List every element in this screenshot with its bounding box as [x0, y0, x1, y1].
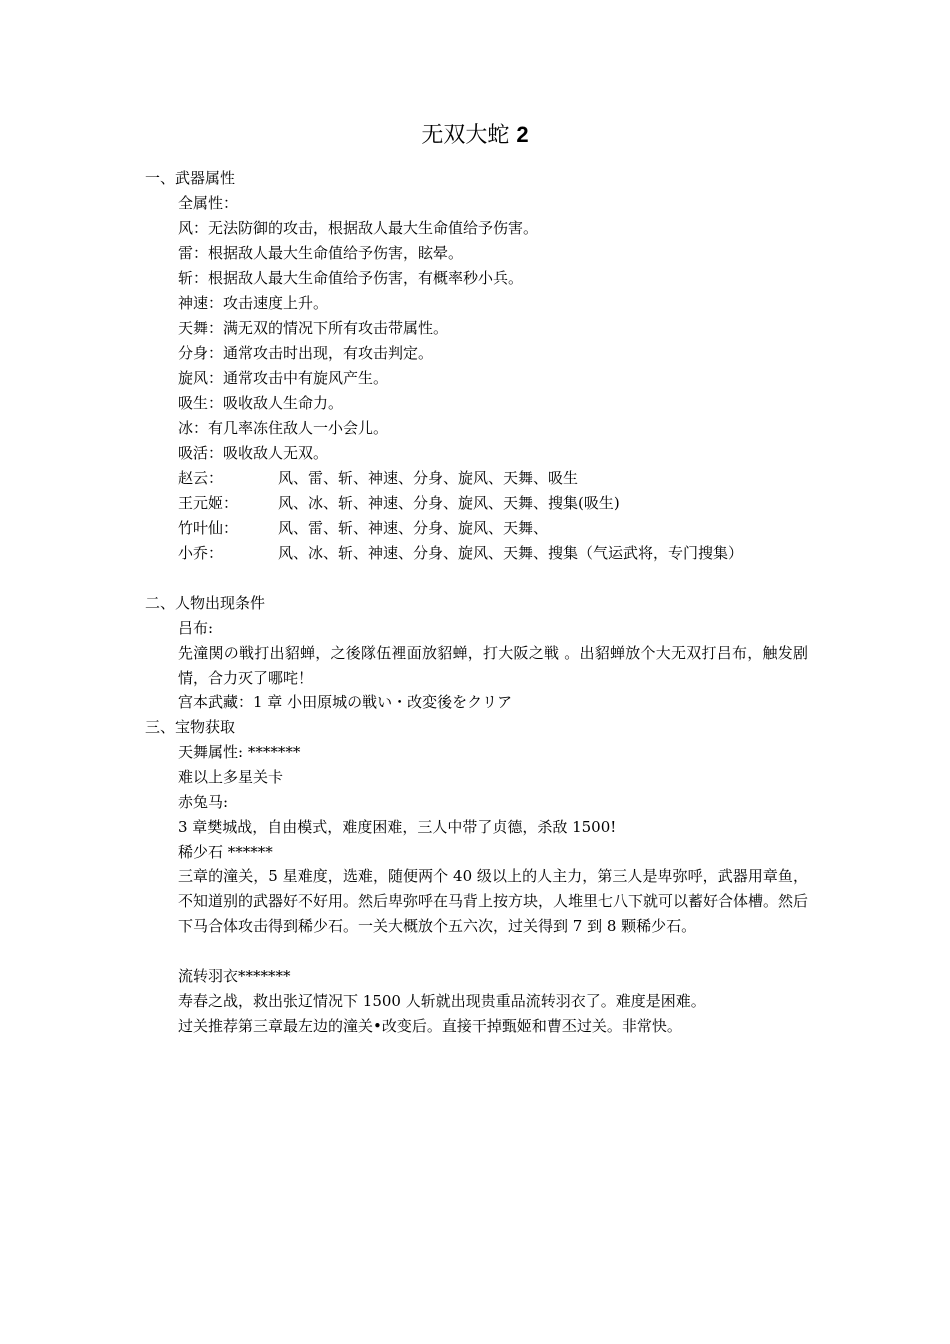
attribute-line: 吸活：吸收敌人无双。: [178, 444, 329, 462]
section-heading-weapon-attributes: 一、武器属性: [145, 169, 236, 187]
character-name: 竹叶仙：: [178, 519, 239, 537]
attribute-line: 天舞：满无双的情况下所有攻击带属性。: [178, 319, 449, 337]
character-attributes: 风、冰、斩、神速、分身、旋风、天舞、搜集(吸生): [278, 494, 620, 512]
lubu-label: 吕布:: [178, 619, 214, 637]
title-number: 2: [516, 122, 529, 147]
attribute-line: 雷：根据敌人最大生命值给予伤害，眩晕。: [178, 244, 464, 262]
attribute-line: 神速：攻击速度上升。: [178, 294, 329, 312]
attribute-line: 旋风：通常攻击中有旋风产生。: [178, 369, 389, 387]
attribute-line: 斩：根据敌人最大生命值给予伤害，有概率秒小兵。: [178, 269, 524, 287]
character-name: 赵云：: [178, 469, 224, 487]
character-row: [178, 466, 578, 491]
character-row: [178, 541, 743, 566]
character-attributes: 风、雷、斩、神速、分身、旋风、天舞、吸生: [278, 469, 579, 487]
tenbu-note: 难以上多星关卡: [178, 768, 284, 786]
ryuten-text: 寿春之战，救出张辽情况下 1500 人斩就出现贵重品流转羽衣了。难度是困难。: [178, 992, 706, 1010]
sekito-text: 3 章樊城战，自由模式，难度困难，三人中带了贞德，杀敌 1500!: [178, 818, 617, 836]
attribute-line: 吸生：吸收敌人生命力。: [178, 394, 344, 412]
tenbu-line: 天舞属性: *******: [178, 743, 301, 761]
attribute-line: 风：无法防御的攻击，根据敌人最大生命值给予伤害。: [178, 219, 539, 237]
document-title: [0, 120, 950, 151]
attribute-line: 分身：通常攻击时出现，有攻击判定。: [178, 344, 434, 362]
kisho-paragraph: 三章的潼关，5 星难度，选难，随便两个 40 级以上的人主力，第三人是卑弥呼，武器用章鱼，不知道别的武器好不好用。然后卑弥呼在马背上按方块，人堆里七八下就可以蓄好合体槽。然后下马合体攻击得到稀少石。一关大概放个五六次，过关得到 7 到 8 颗稀少石。: [178, 867, 809, 935]
section-heading-character-conditions: 二、人物出现条件: [145, 594, 266, 612]
character-row: [178, 491, 620, 516]
sekito-label: 赤兔马:: [178, 793, 229, 811]
kisho-label: 稀少石 ******: [178, 843, 273, 861]
character-row: [178, 516, 548, 541]
character-attributes: 风、雷、斩、神速、分身、旋风、天舞、: [278, 519, 549, 537]
ryuten-recommendation: 过关推荐第三章最左边的潼关•改变后。直接干掉甄姬和曹丕过关。非常快。: [178, 1017, 682, 1035]
attributes-intro: 全属性：: [178, 194, 239, 212]
musashi-line: 宫本武藏：1 章 小田原城の戦い・改変後をクリア: [178, 693, 513, 711]
section-heading-treasure: 三、宝物获取: [145, 718, 236, 736]
lubu-paragraph: 先潼関の戦打出貂蝉，之後隊伍裡面放貂蝉，打大阪之戦 。出貂蝉放个大无双打吕布，触发剧情，合力灭了哪咤！: [178, 644, 808, 687]
character-name: 小乔：: [178, 544, 224, 562]
attribute-line: 冰：有几率冻住敌人一小会儿。: [178, 419, 389, 437]
title-text: 无双大蛇: [421, 123, 510, 148]
character-attributes: 风、冰、斩、神速、分身、旋风、天舞、搜集（气运武将，专门搜集）: [278, 544, 744, 562]
character-name: 王元姬：: [178, 494, 239, 512]
ryuten-label: 流转羽衣*******: [178, 967, 291, 985]
